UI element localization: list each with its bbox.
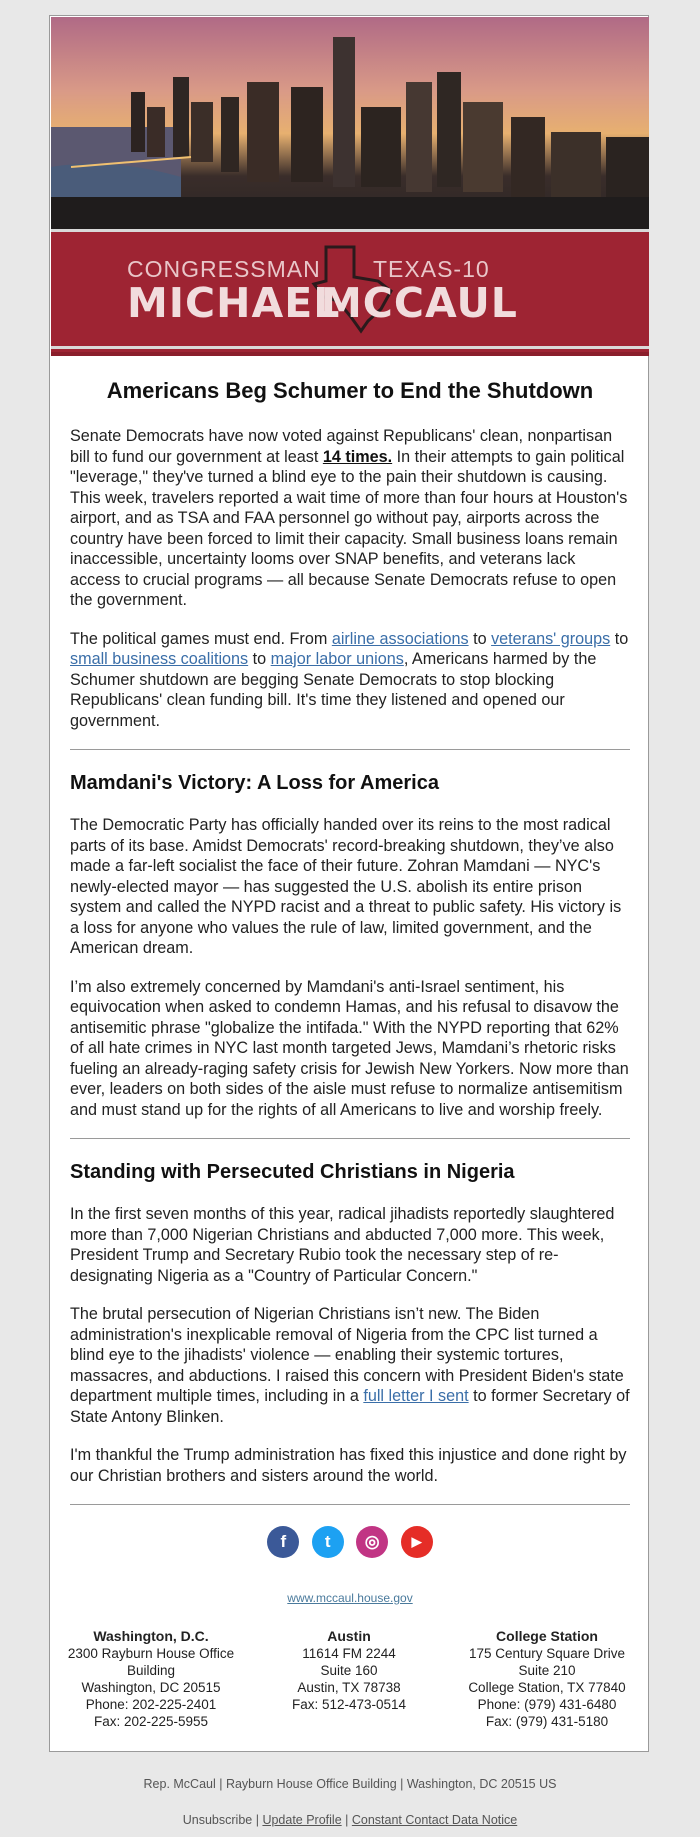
paragraph: Senate Democrats have now voted against Republicans' clean, nonpartisan bill to fund our government at least 14 times. In their attempts to gain political "leverage," they've turned a blind eye to the pain their shutdown is causing. This week, travelers reported a wait time of more than four hours at Houston's airport, and as TSA and FAA personnel go without pay, airports across the country have been forced to limit their capacity. Small business loans remain inaccessible, uncertainty looms over SNAP benefits, and veterans lack access to crucial programs — all because Senate Democrats refuse to open the government. [70,427,628,609]
paragraph: I’m also extremely concerned by Mamdani's anti-Israel sentiment, his equivocation when asked to condemn Hamas, and his refusal to disavow the antisemitic phrase "globalize the intifada." With the NYPD reporting that 62% of all hate crimes in NYC last month targeted Jews, Mamdani’s rhetoric risks fueling an already-raging safety crisis for Jewish New Yorkers. Now more than ever, leaders on both sides of the aisle must refuse to normalize antisemitism and must stand up for the rights of all Americans to live and worship freely. [70,977,629,1119]
divider [70,749,630,750]
newsletter-body [70,358,630,1505]
social-links [0,1526,700,1558]
office-name: Austin [327,1628,371,1644]
skyline-image [51,17,649,229]
instagram-icon[interactable]: ◎ [356,1526,388,1558]
paragraph: The brutal persecution of Nigerian Christians isn’t new. The Biden administration's inexplicable removal of Nigeria from the CPC list turned a blind eye to the jihadists' violence — enabling their systemic tortures, massacres, and abductions. I raised this concern with President Biden's state department multiple times, including in a full letter I sent to former Secretary of State Antony Blinken. [70,1305,630,1426]
banner-congressman: CONGRESSMAN [127,256,321,282]
office-list [52,1628,646,1730]
paragraph: The Democratic Party has officially handed over its reins to the most radical parts of its base. Amidst Democrats' record-breaking shutdown, they’ve also made a far-left socialist the face of their future. Zohran Mamdani — NYC's newly-elected mayor — has suggested the U.S. abolish its entire prison system and called the NYPD racist and a threat to public safety. His victory is a loss for anyone who values the rule of law, limited government, and the American dream. [70,816,622,957]
banner-last-name: MCCAUL [321,279,518,327]
office-name: College Station [496,1628,598,1644]
banner-district: TEXAS-10 [373,256,490,282]
footer-links [0,1813,700,1827]
office-address: Austin, TX 78738 [297,1680,401,1695]
paragraph: In the first seven months of this year, radical jihadists reportedly slaughtered more than 7,000 Nigerian Christians and abducted 7,000 more. This week, President Trump and Secretary Rubio took the necessary step of re-designating Nigeria as a "Country of Particular Concern." [70,1205,615,1285]
office-washington [52,1628,250,1730]
paragraph: The political games must end. From airline associations to veterans' groups to small business coalitions to major labor unions, Americans harmed by the Schumer shutdown are begging Senate Democrats to stop blocking Republicans' clean funding bill. It's time they listened and opened our government. [70,629,629,730]
office-address: Suite 210 [518,1663,576,1678]
office-austin [250,1628,448,1730]
office-fax: Fax: 202-225-5955 [93,1714,209,1729]
office-fax: Fax: 512-473-0514 [291,1697,407,1712]
youtube-icon[interactable]: ▶ [401,1526,433,1558]
divider [70,1138,630,1139]
website-link[interactable]: www.mccaul.house.gov [287,1591,413,1605]
banner-divider [51,352,649,356]
facebook-icon[interactable]: f [267,1526,299,1558]
office-address: Suite 160 [320,1663,378,1678]
office-address: Washington, DC 20515 [81,1680,221,1695]
section-title: Standing with Persecuted Christians in Nigeria [70,1161,515,1183]
congressman-banner [51,229,649,356]
office-address: 175 Century Square Drive [468,1646,626,1661]
email-card [49,15,649,1752]
divider [70,1504,630,1505]
banner-divider [51,346,649,349]
link-airline-associations[interactable]: airline associations [331,629,469,648]
twitter-icon[interactable]: t [312,1526,344,1558]
banner-divider [51,229,649,232]
section-title: Mamdani's Victory: A Loss for America [70,772,439,794]
data-notice-link[interactable]: Constant Contact Data Notice [351,1813,518,1827]
office-phone: Phone: (979) 431-6480 [477,1697,617,1712]
vote-count: 14 times. [322,447,393,466]
separator: | [341,1813,352,1827]
office-name: Washington, D.C. [93,1628,209,1644]
link-small-business-coalitions[interactable]: small business coalitions [70,650,249,668]
section-title: Americans Beg Schumer to End the Shutdown [106,378,594,403]
footer-address: Rep. McCaul | Rayburn House Office Building | Washington, DC 20515 US [143,1777,557,1791]
separator: | [252,1813,263,1827]
link-full-letter[interactable]: full letter I sent [363,1387,469,1405]
office-address: College Station, TX 77840 [468,1680,626,1695]
banner-first-name: MICHAEL [127,279,341,327]
office-phone: Phone: 202-225-2401 [85,1697,217,1712]
office-address: 11614 FM 2244 [302,1646,396,1661]
office-college-station [448,1628,646,1730]
update-profile-link[interactable]: Update Profile [262,1813,342,1827]
office-fax: Fax: (979) 431-5180 [485,1714,609,1729]
unsubscribe-link[interactable]: Unsubscribe [182,1813,253,1827]
link-major-labor-unions[interactable]: major labor unions [270,650,404,668]
paragraph: I'm thankful the Trump administration has fixed this injustice and done right by our Christian brothers and sisters around the world. [70,1446,627,1485]
link-veterans-groups[interactable]: veterans' groups [491,629,611,648]
office-address: 2300 Rayburn House Office Building [67,1646,235,1678]
